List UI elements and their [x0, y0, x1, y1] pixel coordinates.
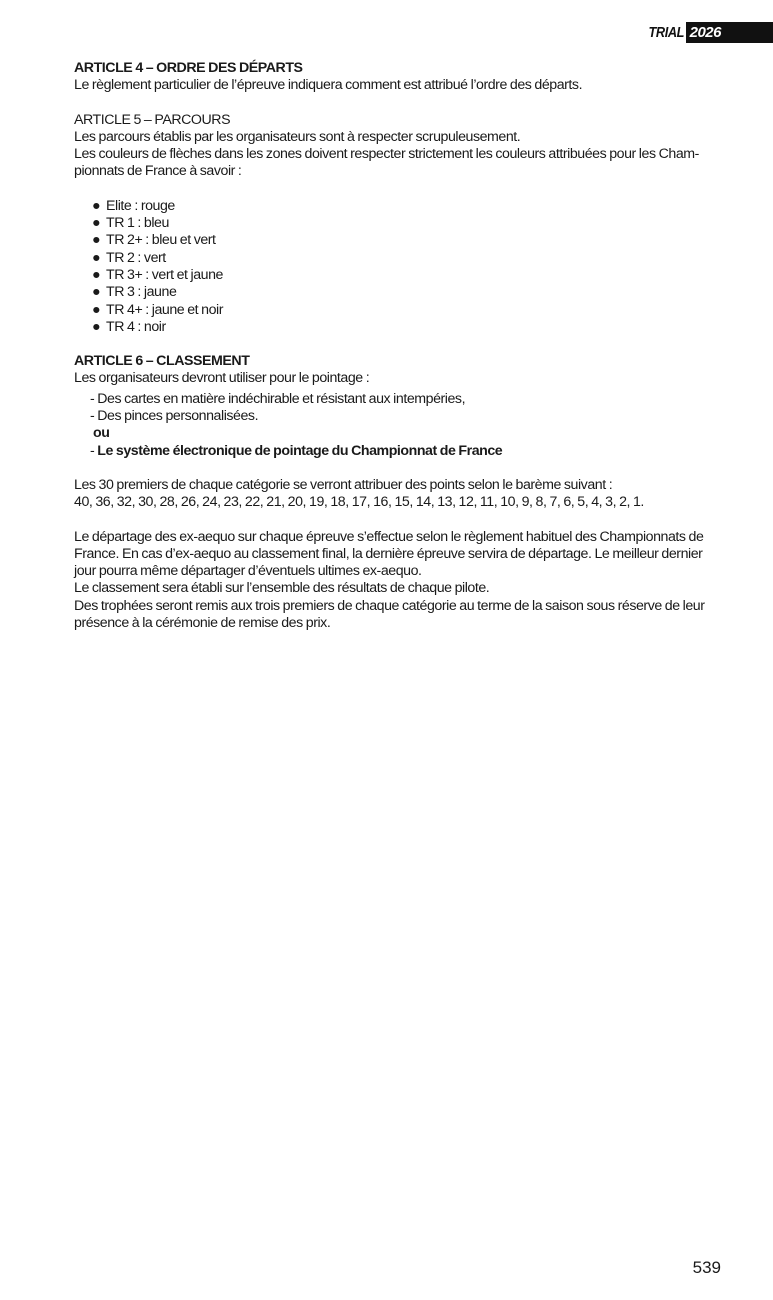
article-5-title: ARTICLE 5 – PARCOURS — [74, 111, 231, 128]
points-intro: Les 30 premiers de chaque catégorie se verront attribuer des points selon le barème suivant : — [74, 476, 613, 493]
ranking-rule: Le classement sera établi sur l’ensemble des résultats de chaque pilote. — [74, 580, 490, 597]
bullet-icon: ● — [92, 266, 101, 283]
points-scale: 40, 36, 32, 30, 28, 26, 24, 23, 22, 21, 20, 19, 18, 17, 16, 15, 14, 13, 12, 11, 10, 9, 8, 7, 6, 5, 4, 3, 2, 1. — [74, 494, 644, 511]
bullet-icon: ● — [92, 197, 101, 214]
scoring-option-electronic: - Le système électronique de pointage du Championnat de France — [90, 442, 503, 459]
list-item: ● TR 4 : noir — [92, 318, 166, 335]
list-item: ● TR 3 : jaune — [92, 284, 177, 301]
list-item: ● TR 2+ : bleu et vert — [92, 232, 216, 249]
trophy-rule-line-1: Des trophées seront remis aux trois premiers de chaque catégorie au terme de la saison sous réserve de leur — [74, 597, 705, 614]
bullet-icon: ● — [92, 249, 101, 266]
list-item: ● TR 2 : vert — [92, 249, 166, 266]
tie-rule-line-2: France. En cas d’ex-aequo au classement final, la dernière épreuve servira de départage. Le meilleur dernier — [74, 545, 703, 562]
article-6-title: ARTICLE 6 – CLASSEMENT — [74, 353, 250, 370]
tie-rule-line-1: Le départage des ex-aequo sur chaque épreuve s’effectue selon le règlement habituel des Championnats de — [74, 528, 704, 545]
tie-rule-line-3: jour pourra même départager d’éventuels ultimes ex-aequo. — [74, 563, 422, 580]
bullet-icon: ● — [92, 318, 101, 335]
article-4-text: Le règlement particulier de l’épreuve indiquera comment est attribué l’ordre des départs. — [74, 77, 583, 94]
bullet-icon: ● — [92, 284, 101, 301]
scoring-option-cards: - Des cartes en matière indéchirable et résistant aux intempéries, — [90, 390, 466, 407]
section-title: TRIAL — [648, 24, 684, 41]
bullet-icon: ● — [92, 232, 101, 249]
arrow-color-list — [74, 198, 734, 336]
list-item: ● Elite : rouge — [92, 197, 175, 214]
article-6-intro: Les organisateurs devront utiliser pour le pointage : — [74, 370, 370, 387]
trophy-rule-line-2: présence à la cérémonie de remise des prix. — [74, 615, 331, 632]
list-item: ● TR 4+ : jaune et noir — [92, 301, 223, 318]
page-number: 539 — [692, 1258, 721, 1277]
section-year-badge: 2026 — [686, 22, 773, 43]
section-header — [642, 22, 773, 43]
bullet-icon: ● — [92, 215, 101, 232]
scoring-option-pincers: - Des pinces personnalisées. — [90, 408, 259, 425]
bullet-icon: ● — [92, 301, 101, 318]
article-4-title: ARTICLE 4 – ORDRE DES DÉPARTS — [74, 60, 303, 76]
scoring-options — [74, 391, 734, 460]
scoring-or-label: ou — [93, 425, 110, 442]
article-5-text-2b: pionnats de France à savoir : — [74, 163, 242, 180]
document-body — [74, 60, 734, 632]
list-item: ● TR 1 : bleu — [92, 215, 169, 232]
article-5-text-1: Les parcours établis par les organisateurs sont à respecter scrupuleusement. — [74, 128, 521, 145]
article-5-text-2a: Les couleurs de flèches dans les zones doivent respecter strictement les couleurs attribuées pour les Cham- — [74, 146, 699, 163]
list-item: ● TR 3+ : vert et jaune — [92, 266, 223, 283]
